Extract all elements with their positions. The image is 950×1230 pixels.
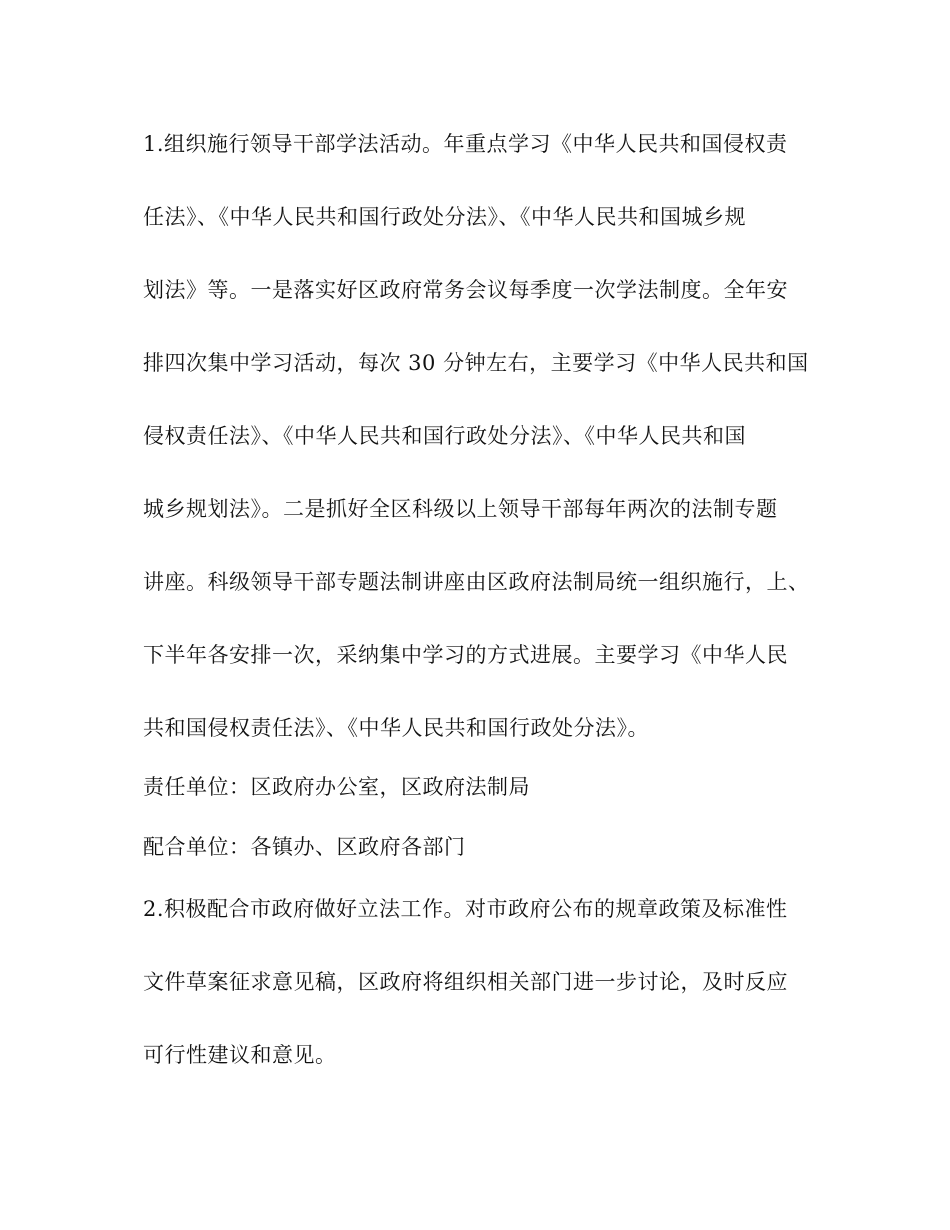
cooperating-unit: 配合单位：各镇办、区政府各部门 [143,835,466,859]
item2-line-1: 2.积极配合市政府做好立法工作。对市政府公布的规章政策及标准性 [143,897,788,921]
item1-line-1: 1.组织施行领导干部学法活动。年重点学习《中华人民共和国侵权责 [143,132,788,156]
item1-line-5: 侵权责任法》、《中华人民共和国行政处分法》、《中华人民共和国 [143,424,746,448]
item1-line-9: 共和国侵权责任法》、《中华人民共和国行政处分法》。 [143,716,649,740]
responsible-unit: 责任单位：区政府办公室，区政府法制局 [143,775,530,799]
item1-line-6: 城乡规划法》。二是抓好全区科级以上领导干部每年两次的法制专题 [143,497,778,521]
item1-line-2: 任法》、《中华人民共和国行政处分法》、《中华人民共和国城乡规 [143,205,746,229]
item1-line-3: 划法》等。一是落实好区政府常务会议每季度一次学法制度。全年安 [143,278,788,302]
item1-line-7: 讲座。科级领导干部专题法制讲座由区政府法制局统一组织施行，上、 [143,570,810,594]
item2-line-3: 可行性建议和意见。 [143,1043,337,1067]
item2-line-2: 文件草案征求意见稿，区政府将组织相关部门进一步讨论，及时反应 [143,970,788,994]
item1-line-8: 下半年各安排一次，采纳集中学习的方式进展。主要学习《中华人民 [143,643,788,667]
item1-line-4: 排四次集中学习活动，每次 30 分钟左右，主要学习《中华人民共和国 [143,351,809,375]
